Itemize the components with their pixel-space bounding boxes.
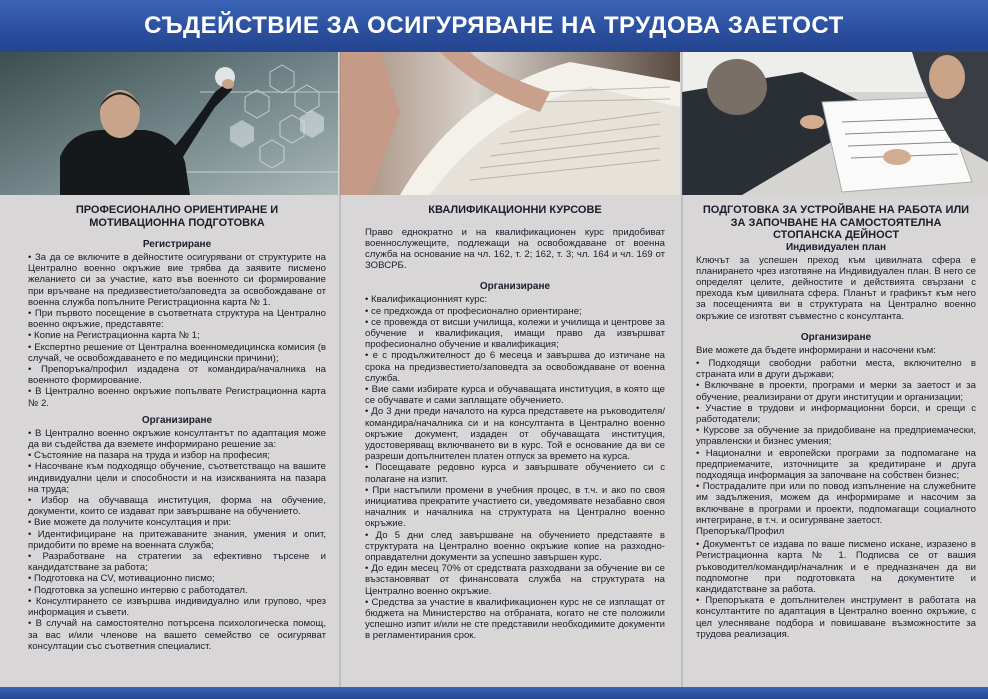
column-employment-preparation <box>696 198 976 685</box>
column-career-orientation <box>28 198 326 685</box>
list-item: • Пострадалите при или по повод изпълнение на служебните им задължения, можем да информираме и насочим за включване в програми и проекти, подпомагащи социалното интегриране, в т.ч. и осигуряване заетост. <box>696 481 976 526</box>
list-item: • Участие в трудови и информационни борси, и срещи с работодатели; <box>696 402 976 425</box>
list-item: • В случай на самостоятелно потърсена психологическа помощ, за вас и/или членове на вашето семейство се осигуряват консултации със съответния специалист. <box>28 618 326 652</box>
list-item: • Разработване на стратегии за ефективно търсене и кандидатстване за работа; <box>28 551 326 574</box>
list-item: • Включване в проекти, програми и мерки за заетост и за обучение, реализирани от други институции и организации; <box>696 380 976 403</box>
list-item: • До 3 дни преди началото на курса представете на ръководителя/командира/началника си и на консултанта в Централно военно окръжие документ, издаден от обучаващата институция, удостоверяващ включването ви в курс. Той е основание да ви се разреши допълнителен платен отпуск за времето на курса. <box>365 406 665 463</box>
list-item: • Посещавате редовно курса и завършвате обучението си с полагане на изпит. <box>365 462 665 485</box>
subtitle-recommendation: Препоръка/Профил <box>696 525 785 537</box>
recommendation-list <box>696 539 976 640</box>
section-title-courses: КВАЛИФИКАЦИОННИ КУРСОВЕ <box>428 204 602 216</box>
list-item: • Подготовка на CV, мотивационно писмо; <box>28 573 215 585</box>
organizing-list <box>28 428 326 652</box>
fold-line-1 <box>339 52 341 699</box>
list-item: • Копие на Регистрационна карта № 1; <box>28 330 200 342</box>
list-item: • Състояние на пазара на труда и избор на професия; <box>28 450 270 462</box>
courses-list <box>365 294 665 641</box>
list-item: • Препоръка/профил издадена от командира/началника на военното формирование. <box>28 364 326 387</box>
plan-intro: Ключът за успешен преход към цивилната сфера е планирането чрез изготвяне на Индивидуален план. В него се определят целите, дейностите и действията свързани с прехода към цивилната сфера. Планът и графикът към него за посещенията ви в структурата на Централно военно окръжие се изготвят съвместно с консултанта. <box>696 254 976 322</box>
list-item: • Консултирането се извършва индивидуално или групово, чрез информация и съвети. <box>28 595 326 619</box>
list-item: • За да се включите в дейностите осигурявани от структурите на Централно военно окръжие вие трябва да заявите писмено желанието си за участие, като във военното си формирование при връчване на предизвестието/заповедта за освобождаване от военна служба попълните Регистрационна карта № 1. <box>28 252 326 308</box>
list-item: • При първото посещение в съответната структура на Централно военно окръжие, представяте: <box>28 308 326 331</box>
subtitle-organizing: Организиране <box>141 414 213 426</box>
list-item: • Насочване към подходящо обучение, съответстващо на вашите индивидуални цели и способности и на изискванията на пазара на труда; <box>28 461 326 495</box>
list-item: • В Централно военно окръжие попълвате Регистрационна карта № 2. <box>28 386 326 409</box>
businessman-touchscreen-photo <box>0 52 338 195</box>
footer-band <box>0 687 988 699</box>
courses-intro: Право еднократно и на квалификационен курс придобиват военнослужещите, подлежащи на освобождаване от военна служба на основание на чл. 162, т. 2; 162, т. 3; чл. 164 и чл. 169 от ЗОВСРБ. <box>365 226 665 272</box>
list-item: • Избор на обучаваща институция, форма на обучение, документи, които се издават при завършване на обучението. <box>28 495 326 518</box>
list-item: • Средства за участие в квалификационен курс не се изплащат от бюджета на Министерство на отбраната, когато не сте положили успешно изпит и/или не сте представили необходимите документи в регламентирания срок. <box>365 596 665 642</box>
list-item: • Подготовка за успешно интервю с работодател. <box>28 584 248 596</box>
meeting-documents-photo <box>682 52 988 195</box>
list-item: • Документът се издава по ваше писмено искане, изразено в Регистрационна карта № 1. Подписва се от вашия ръководител/командир/началник и е предназначен да ви подпомогне при подготовката на документите и кандидатстване за работа. <box>696 539 976 595</box>
column-qualification-courses <box>365 198 665 685</box>
list-item: • Вие сами избирате курса и обучаващата институция, в която ще се обучавате и сами заплащате обучението. <box>365 383 665 407</box>
list-item: • До 5 дни след завършване на обучението представяте в структурата на Централно военно окръжие копие на разходно-оправдателни документи за успешно завършен курс. <box>365 529 665 563</box>
organizing-lead: Вие можете да бъдете информирани и насочени към: <box>696 344 936 356</box>
list-item: • Вие можете да получите консултация и при: <box>28 517 232 529</box>
list-item: • се предхожда от професионално ориентиране; <box>365 305 582 317</box>
list-item: • До един месец 70% от средствата разходвани за обучение ви се възстановяват от финансовата служба на структурата на Централно военно окръжие. <box>365 563 665 597</box>
subtitle-organizing: Организиране <box>479 281 551 293</box>
list-item: • Подходящи свободни работни места, включително в страната или в други държави; <box>696 357 976 381</box>
list-item: • В Централно военно окръжие консултантът по адаптация може да ви съдейства да вземете информирано решение за: <box>28 427 326 451</box>
list-item: • Квалификационният курс: <box>365 294 488 306</box>
list-item: • Национални и европейски програми за подпомагане на предприемачите, източниците за кредитиране и друга подходяща информация за започване на собствен бизнес; <box>696 447 976 481</box>
list-item: • се провежда от висши училища, колежи и училища и центрове за обучение и квалификация, имащи право да извършват професионално обучение и квалификация; <box>365 316 665 351</box>
employment-list <box>696 358 976 526</box>
registration-list <box>28 252 326 409</box>
open-book-photo <box>340 52 680 195</box>
list-item: • Експертно решение от Централна военномедицинска комисия (в случай, че освобождаването е по медицински причини); <box>28 341 326 364</box>
list-item: • При настъпили промени в учебния процес, в т.ч. и ако по своя инициатива прекратите участието си, уведомявате незабавно своя началник и началника на структурата на Централно военно окръжие. <box>365 484 665 530</box>
subtitle-registration: Регистриране <box>142 239 212 250</box>
list-item: • Курсове за обучение за придобиване на предприемачески, управленски и бизнес умения; <box>696 425 976 448</box>
fold-line-2 <box>681 52 683 699</box>
list-item: • Препоръката е допълнителен инструмент в работата на консултантите по адаптация в Централно военно окръжие, с цел улесняване подбора и повишаване възможностите за трудова реализация. <box>696 595 976 640</box>
section-title-orientation: ПРОФЕСИОНАЛНО ОРИЕНТИРАНЕ И МОТИВАЦИОННА ПОДГОТОВКА <box>75 204 279 229</box>
subtitle-individual-plan: Индивидуален план <box>785 241 887 253</box>
header-banner <box>0 0 988 52</box>
section-title-employment: ПОДГОТОВКА ЗА УСТРОЙВАНЕ НА РАБОТА ИЛИ ЗА ЗАПОЧВАНЕ НА САМОСТОЯТЕЛНА СТОПАНСКА ДЕЙНОСТ <box>702 204 970 241</box>
list-item: • е с продължителност до 6 месеца и завършва до изтичане на срока на предизвестието/заповедта за освобождаване от военна служба. <box>365 350 665 384</box>
photo-strip <box>0 52 988 195</box>
list-item: • Идентифициране на притежаваните знания, умения и опит, придобити по време на военната служба; <box>28 528 326 551</box>
page-title: СЪДЕЙСТВИЕ ЗА ОСИГУРЯВАНЕ НА ТРУДОВА ЗАЕТОСТ <box>144 12 844 39</box>
subtitle-organizing: Организиране <box>800 331 872 343</box>
